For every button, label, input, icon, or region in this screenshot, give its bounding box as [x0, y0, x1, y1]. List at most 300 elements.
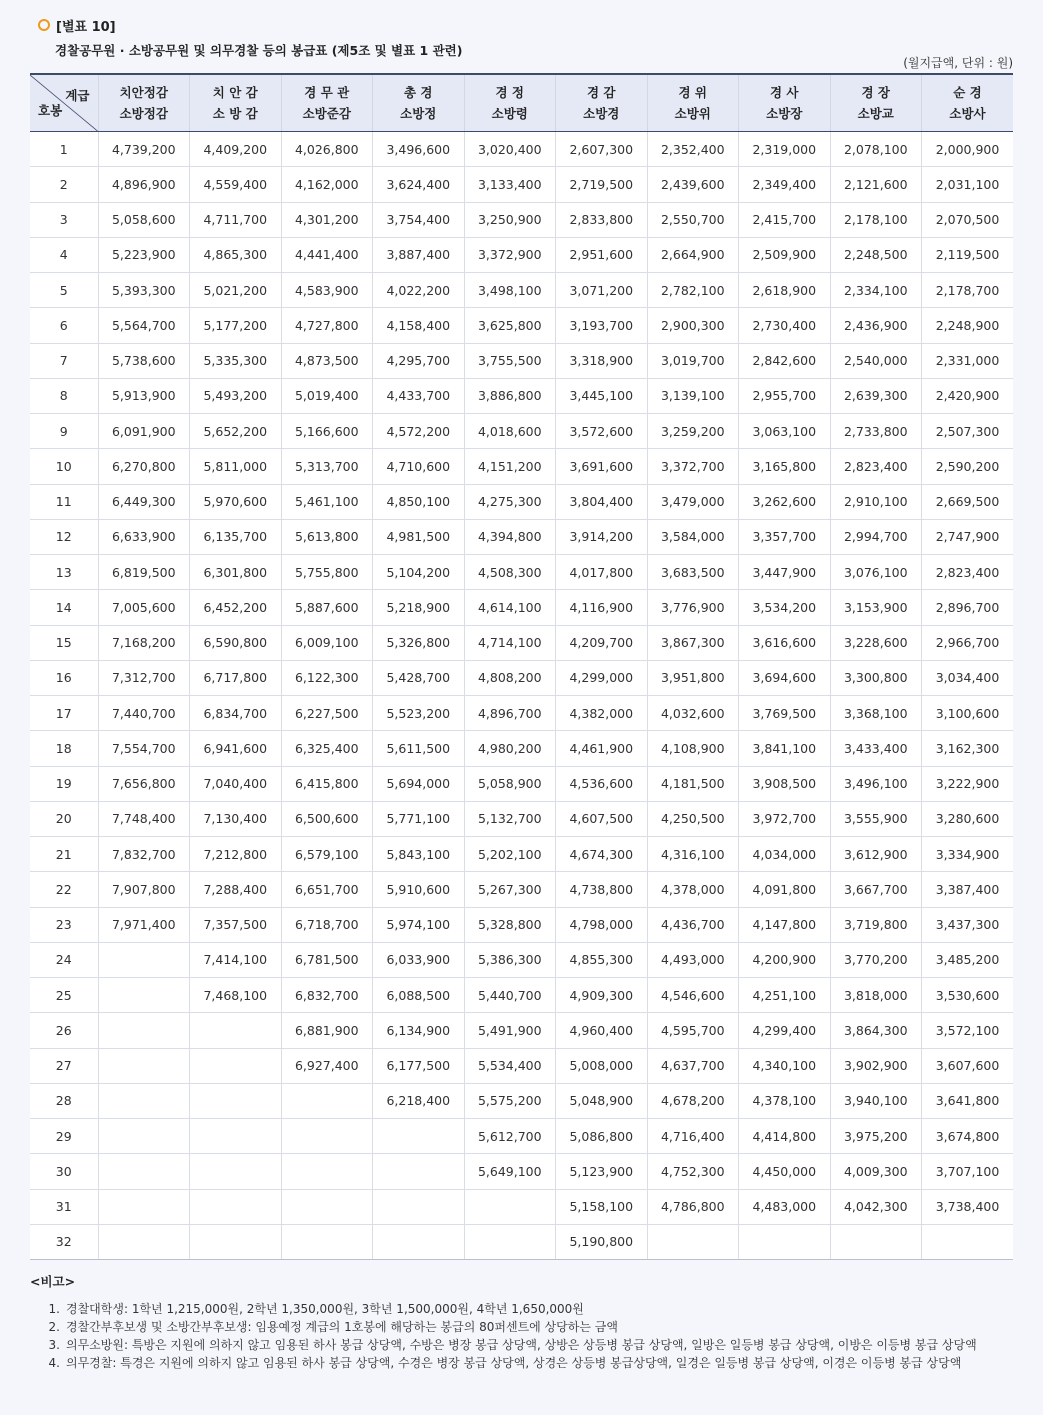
salary-cell: 3,607,600 [922, 1048, 1014, 1083]
salary-cell: 7,357,500 [190, 907, 282, 942]
salary-cell: 2,669,500 [922, 484, 1014, 519]
salary-cell: 4,275,300 [464, 484, 556, 519]
salary-cell [830, 1224, 922, 1259]
note-text: 경찰간부후보생 및 소방간부후보생: 임용예정 계급의 1호봉에 해당하는 봉급의 80퍼센트에 상당하는 금액 [66, 1320, 618, 1334]
salary-cell [190, 1119, 282, 1154]
step-cell: 12 [30, 519, 98, 554]
salary-cell: 7,130,400 [190, 801, 282, 836]
table-row [30, 696, 1013, 731]
salary-cell: 2,121,600 [830, 167, 922, 202]
salary-cell: 2,550,700 [647, 202, 739, 237]
table-row [30, 343, 1013, 378]
note-number: 2. [48, 1320, 60, 1334]
salary-cell: 3,357,700 [739, 519, 831, 554]
salary-cell: 3,738,400 [922, 1189, 1014, 1224]
salary-cell: 5,811,000 [190, 449, 282, 484]
fire-rank: 소방위 [674, 106, 711, 121]
salary-cell: 3,485,200 [922, 942, 1014, 977]
salary-cell: 7,168,200 [98, 625, 190, 660]
salary-cell: 4,595,700 [647, 1013, 739, 1048]
salary-cell: 3,902,900 [830, 1048, 922, 1083]
salary-cell [281, 1083, 373, 1118]
salary-cell: 4,316,100 [647, 837, 739, 872]
salary-cell: 4,727,800 [281, 308, 373, 343]
salary-cell: 6,819,500 [98, 555, 190, 590]
note-number: 4. [48, 1356, 60, 1370]
salary-cell: 3,625,800 [464, 308, 556, 343]
salary-cell: 4,607,500 [556, 801, 648, 836]
salary-cell: 3,133,400 [464, 167, 556, 202]
salary-cell: 3,139,100 [647, 378, 739, 413]
salary-cell: 3,612,900 [830, 837, 922, 872]
salary-cell: 7,440,700 [98, 696, 190, 731]
salary-cell: 6,218,400 [373, 1083, 465, 1118]
step-cell: 15 [30, 625, 98, 660]
police-rank: 치 안 감 [212, 85, 258, 100]
police-rank: 경 무 관 [304, 85, 350, 100]
salary-cell: 3,572,600 [556, 414, 648, 449]
step-cell: 24 [30, 942, 98, 977]
step-cell: 21 [30, 837, 98, 872]
salary-cell: 4,873,500 [281, 343, 373, 378]
salary-cell: 4,786,800 [647, 1189, 739, 1224]
salary-cell: 4,714,100 [464, 625, 556, 660]
salary-cell: 4,808,200 [464, 660, 556, 695]
step-cell: 23 [30, 907, 98, 942]
salary-cell: 5,694,000 [373, 766, 465, 801]
salary-cell: 3,076,100 [830, 555, 922, 590]
table-row [30, 1224, 1013, 1259]
table-row [30, 625, 1013, 660]
salary-cell: 5,887,600 [281, 590, 373, 625]
table-row [30, 731, 1013, 766]
column-header [190, 74, 282, 132]
salary-cell: 6,633,900 [98, 519, 190, 554]
salary-cell: 2,248,500 [830, 237, 922, 272]
salary-cell [922, 1224, 1014, 1259]
salary-cell: 6,590,800 [190, 625, 282, 660]
salary-table [30, 73, 1013, 1260]
salary-cell: 5,008,000 [556, 1048, 648, 1083]
salary-cell: 2,507,300 [922, 414, 1014, 449]
fire-rank: 소방경 [583, 106, 620, 121]
salary-cell: 3,719,800 [830, 907, 922, 942]
step-cell: 8 [30, 378, 98, 413]
salary-cell: 2,070,500 [922, 202, 1014, 237]
table-row [30, 872, 1013, 907]
salary-cell: 4,450,000 [739, 1154, 831, 1189]
salary-cell: 4,200,900 [739, 942, 831, 977]
table-row [30, 1083, 1013, 1118]
salary-cell [464, 1224, 556, 1259]
salary-cell: 6,177,500 [373, 1048, 465, 1083]
salary-cell: 4,493,000 [647, 942, 739, 977]
table-header-row [30, 74, 1013, 132]
salary-cell: 3,259,200 [647, 414, 739, 449]
salary-cell: 4,042,300 [830, 1189, 922, 1224]
salary-cell: 5,021,200 [190, 273, 282, 308]
salary-cell: 6,033,900 [373, 942, 465, 977]
salary-cell: 5,611,500 [373, 731, 465, 766]
salary-cell [98, 1048, 190, 1083]
salary-cell: 4,441,400 [281, 237, 373, 272]
salary-cell: 4,091,800 [739, 872, 831, 907]
salary-cell: 7,312,700 [98, 660, 190, 695]
salary-cell: 3,886,800 [464, 378, 556, 413]
salary-cell: 4,980,200 [464, 731, 556, 766]
salary-cell [190, 1189, 282, 1224]
step-cell: 17 [30, 696, 98, 731]
salary-cell: 6,927,400 [281, 1048, 373, 1083]
salary-cell: 4,674,300 [556, 837, 648, 872]
salary-cell: 3,804,400 [556, 484, 648, 519]
salary-cell: 4,865,300 [190, 237, 282, 272]
table-row [30, 273, 1013, 308]
salary-cell: 4,151,200 [464, 449, 556, 484]
salary-cell [190, 1083, 282, 1118]
salary-cell: 3,908,500 [739, 766, 831, 801]
salary-cell: 4,546,600 [647, 978, 739, 1013]
salary-cell: 3,071,200 [556, 273, 648, 308]
table-row [30, 590, 1013, 625]
salary-cell: 6,579,100 [281, 837, 373, 872]
salary-cell: 3,020,400 [464, 132, 556, 167]
salary-cell: 2,607,300 [556, 132, 648, 167]
salary-cell: 2,420,900 [922, 378, 1014, 413]
column-header [98, 74, 190, 132]
salary-cell: 5,428,700 [373, 660, 465, 695]
police-rank: 치안정감 [119, 85, 168, 100]
salary-cell: 5,223,900 [98, 237, 190, 272]
salary-cell: 5,058,600 [98, 202, 190, 237]
salary-cell [98, 1013, 190, 1048]
salary-cell: 2,910,100 [830, 484, 922, 519]
salary-cell: 2,436,900 [830, 308, 922, 343]
salary-cell: 4,378,000 [647, 872, 739, 907]
column-header [464, 74, 556, 132]
step-cell: 3 [30, 202, 98, 237]
salary-cell: 4,340,100 [739, 1048, 831, 1083]
appendix-label: [별표 10] [56, 20, 116, 35]
salary-cell: 5,843,100 [373, 837, 465, 872]
salary-cell: 3,914,200 [556, 519, 648, 554]
note-text: 의무경찰: 특경은 지원에 의하지 않고 임용된 하사 봉급 상당액, 수경은 병장 봉급 상당액, 상경은 상등병 봉급상당액, 일경은 일등병 봉급 상당액, 이경은 이등병 봉급 상당액 [66, 1356, 962, 1370]
salary-cell: 3,707,100 [922, 1154, 1014, 1189]
salary-cell: 5,738,600 [98, 343, 190, 378]
column-header [922, 74, 1014, 132]
salary-cell: 5,913,900 [98, 378, 190, 413]
salary-cell: 2,248,900 [922, 308, 1014, 343]
salary-cell: 6,134,900 [373, 1013, 465, 1048]
fire-rank: 소방교 [857, 106, 894, 121]
salary-cell: 4,716,400 [647, 1119, 739, 1154]
police-rank: 경 위 [678, 85, 707, 100]
salary-cell: 7,907,800 [98, 872, 190, 907]
salary-cell [98, 1224, 190, 1259]
header [38, 15, 462, 59]
salary-cell: 3,193,700 [556, 308, 648, 343]
unit-note: (월지급액, 단위 : 원) [903, 56, 1013, 70]
column-header [373, 74, 465, 132]
salary-cell: 6,500,600 [281, 801, 373, 836]
note-number: 1. [48, 1302, 60, 1316]
salary-cell: 2,331,000 [922, 343, 1014, 378]
salary-cell: 4,414,800 [739, 1119, 831, 1154]
salary-cell: 4,850,100 [373, 484, 465, 519]
salary-cell: 4,960,400 [556, 1013, 648, 1048]
salary-cell: 5,177,200 [190, 308, 282, 343]
salary-cell: 6,717,800 [190, 660, 282, 695]
step-cell: 29 [30, 1119, 98, 1154]
salary-cell: 3,100,600 [922, 696, 1014, 731]
salary-cell: 5,755,800 [281, 555, 373, 590]
salary-cell: 5,493,200 [190, 378, 282, 413]
salary-cell: 2,823,400 [922, 555, 1014, 590]
fire-rank: 소방령 [491, 106, 528, 121]
salary-cell: 2,178,100 [830, 202, 922, 237]
salary-cell: 5,575,200 [464, 1083, 556, 1118]
salary-cell: 4,583,900 [281, 273, 373, 308]
note-item [30, 1336, 1030, 1354]
corner-header [30, 74, 98, 132]
salary-cell: 5,970,600 [190, 484, 282, 519]
salary-cell: 5,771,100 [373, 801, 465, 836]
salary-cell: 4,738,800 [556, 872, 648, 907]
salary-cell: 4,739,200 [98, 132, 190, 167]
salary-cell: 7,832,700 [98, 837, 190, 872]
step-cell: 2 [30, 167, 98, 202]
salary-cell: 6,449,300 [98, 484, 190, 519]
fire-rank: 소방장 [766, 106, 803, 121]
step-label: 호봉 [38, 103, 63, 118]
table-body [30, 132, 1013, 1260]
salary-cell: 4,752,300 [647, 1154, 739, 1189]
salary-cell: 4,409,200 [190, 132, 282, 167]
salary-cell: 2,842,600 [739, 343, 831, 378]
salary-cell [464, 1189, 556, 1224]
salary-cell [647, 1224, 739, 1259]
salary-cell: 2,509,900 [739, 237, 831, 272]
salary-cell: 3,063,100 [739, 414, 831, 449]
step-cell: 22 [30, 872, 98, 907]
salary-cell: 6,415,800 [281, 766, 373, 801]
police-rank: 경 장 [861, 85, 890, 100]
salary-cell [281, 1224, 373, 1259]
salary-cell: 4,250,500 [647, 801, 739, 836]
salary-cell: 3,770,200 [830, 942, 922, 977]
step-cell: 5 [30, 273, 98, 308]
step-cell: 19 [30, 766, 98, 801]
salary-cell: 3,262,600 [739, 484, 831, 519]
salary-cell: 3,534,200 [739, 590, 831, 625]
salary-cell: 2,994,700 [830, 519, 922, 554]
salary-cell: 4,295,700 [373, 343, 465, 378]
salary-cell: 4,034,000 [739, 837, 831, 872]
salary-cell: 2,955,700 [739, 378, 831, 413]
step-cell: 25 [30, 978, 98, 1013]
salary-cell: 3,887,400 [373, 237, 465, 272]
salary-cell: 3,165,800 [739, 449, 831, 484]
salary-cell: 4,022,200 [373, 273, 465, 308]
bullet-circle-icon [38, 19, 50, 31]
salary-cell: 5,393,300 [98, 273, 190, 308]
table-row [30, 414, 1013, 449]
salary-cell: 2,896,700 [922, 590, 1014, 625]
salary-cell: 5,132,700 [464, 801, 556, 836]
salary-cell: 2,031,100 [922, 167, 1014, 202]
document-title: 경찰공무원 · 소방공무원 및 의무경찰 등의 봉급표 (제5조 및 별표 1 관련) [55, 43, 463, 58]
table-row [30, 167, 1013, 202]
salary-cell: 5,612,700 [464, 1119, 556, 1154]
salary-cell: 3,300,800 [830, 660, 922, 695]
salary-cell: 2,719,500 [556, 167, 648, 202]
salary-cell: 3,372,700 [647, 449, 739, 484]
salary-cell: 3,433,400 [830, 731, 922, 766]
salary-cell: 6,325,400 [281, 731, 373, 766]
salary-cell: 4,637,700 [647, 1048, 739, 1083]
salary-cell: 5,190,800 [556, 1224, 648, 1259]
salary-cell: 3,368,100 [830, 696, 922, 731]
salary-cell [739, 1224, 831, 1259]
salary-cell: 7,288,400 [190, 872, 282, 907]
step-cell: 1 [30, 132, 98, 167]
salary-cell: 7,554,700 [98, 731, 190, 766]
note-item [30, 1318, 1030, 1336]
police-rank: 총 경 [403, 85, 433, 100]
salary-cell: 5,313,700 [281, 449, 373, 484]
salary-cell: 3,975,200 [830, 1119, 922, 1154]
note-text: 경찰대학생: 1학년 1,215,000원, 2학년 1,350,000원, 3학년 1,500,000원, 4학년 1,650,000원 [66, 1302, 584, 1316]
step-cell: 26 [30, 1013, 98, 1048]
salary-cell: 3,683,500 [647, 555, 739, 590]
salary-cell: 4,436,700 [647, 907, 739, 942]
salary-cell: 3,318,900 [556, 343, 648, 378]
step-cell: 27 [30, 1048, 98, 1083]
salary-cell: 5,440,700 [464, 978, 556, 1013]
salary-cell: 3,624,400 [373, 167, 465, 202]
salary-cell: 2,319,000 [739, 132, 831, 167]
table-row [30, 978, 1013, 1013]
table-row [30, 1119, 1013, 1154]
salary-cell: 5,974,100 [373, 907, 465, 942]
salary-cell: 2,664,900 [647, 237, 739, 272]
salary-cell: 3,674,800 [922, 1119, 1014, 1154]
step-cell: 20 [30, 801, 98, 836]
salary-cell: 5,328,800 [464, 907, 556, 942]
salary-cell: 4,209,700 [556, 625, 648, 660]
salary-cell: 2,733,800 [830, 414, 922, 449]
salary-cell: 5,166,600 [281, 414, 373, 449]
salary-cell: 2,639,300 [830, 378, 922, 413]
salary-cell: 4,710,600 [373, 449, 465, 484]
salary-cell [281, 1119, 373, 1154]
table-row [30, 837, 1013, 872]
salary-cell: 6,088,500 [373, 978, 465, 1013]
salary-cell: 7,005,600 [98, 590, 190, 625]
note-number: 3. [48, 1338, 60, 1352]
salary-cell: 4,559,400 [190, 167, 282, 202]
salary-cell [190, 1013, 282, 1048]
fire-rank: 소 방 감 [212, 106, 258, 121]
table-row [30, 1154, 1013, 1189]
salary-cell: 5,267,300 [464, 872, 556, 907]
salary-cell: 5,613,800 [281, 519, 373, 554]
salary-cell: 3,641,800 [922, 1083, 1014, 1118]
salary-cell: 3,250,900 [464, 202, 556, 237]
salary-cell [98, 978, 190, 1013]
salary-cell: 2,078,100 [830, 132, 922, 167]
salary-cell: 4,678,200 [647, 1083, 739, 1118]
salary-cell: 5,048,900 [556, 1083, 648, 1118]
salary-cell: 5,335,300 [190, 343, 282, 378]
salary-cell: 3,691,600 [556, 449, 648, 484]
table-row [30, 942, 1013, 977]
salary-cell: 2,439,600 [647, 167, 739, 202]
table-row [30, 766, 1013, 801]
salary-cell: 5,461,100 [281, 484, 373, 519]
salary-cell: 5,202,100 [464, 837, 556, 872]
fire-rank: 소방정감 [119, 106, 168, 121]
note-text: 의무소방원: 특방은 지원에 의하지 않고 임용된 하사 봉급 상당액, 수방은 병장 봉급 상당액, 상방은 상등병 봉급 상당액, 일방은 일등병 봉급 상당액, 이방은 이등병 봉급 상당액 [66, 1338, 977, 1352]
salary-cell: 4,032,600 [647, 696, 739, 731]
salary-cell: 2,352,400 [647, 132, 739, 167]
table-row [30, 378, 1013, 413]
salary-cell: 6,834,700 [190, 696, 282, 731]
police-rank: 경 감 [586, 85, 616, 100]
salary-cell [281, 1154, 373, 1189]
salary-cell: 3,972,700 [739, 801, 831, 836]
salary-cell: 7,656,800 [98, 766, 190, 801]
salary-cell: 5,910,600 [373, 872, 465, 907]
salary-cell: 3,864,300 [830, 1013, 922, 1048]
salary-cell: 3,228,600 [830, 625, 922, 660]
salary-cell: 4,909,300 [556, 978, 648, 1013]
salary-cell: 4,147,800 [739, 907, 831, 942]
note-item [30, 1300, 1030, 1318]
salary-cell: 2,823,400 [830, 449, 922, 484]
rank-label: 계급 [65, 88, 90, 103]
step-cell: 9 [30, 414, 98, 449]
table-row [30, 1013, 1013, 1048]
salary-cell: 2,334,100 [830, 273, 922, 308]
salary-cell [373, 1119, 465, 1154]
salary-cell [98, 1189, 190, 1224]
salary-cell: 4,614,100 [464, 590, 556, 625]
salary-cell: 3,498,100 [464, 273, 556, 308]
salary-cell: 3,754,400 [373, 202, 465, 237]
salary-cell: 4,158,400 [373, 308, 465, 343]
salary-cell: 7,212,800 [190, 837, 282, 872]
salary-cell: 5,104,200 [373, 555, 465, 590]
fire-rank: 소방정 [400, 106, 437, 121]
salary-cell: 3,479,000 [647, 484, 739, 519]
salary-cell [98, 1154, 190, 1189]
salary-cell: 4,378,100 [739, 1083, 831, 1118]
step-cell: 13 [30, 555, 98, 590]
salary-cell: 6,091,900 [98, 414, 190, 449]
salary-cell: 3,496,100 [830, 766, 922, 801]
salary-cell: 6,135,700 [190, 519, 282, 554]
salary-cell: 6,781,500 [281, 942, 373, 977]
salary-cell [281, 1189, 373, 1224]
salary-cell: 3,555,900 [830, 801, 922, 836]
salary-cell: 6,651,700 [281, 872, 373, 907]
salary-cell [190, 1224, 282, 1259]
salary-cell [98, 942, 190, 977]
salary-cell: 4,009,300 [830, 1154, 922, 1189]
salary-cell: 3,584,000 [647, 519, 739, 554]
salary-cell: 3,769,500 [739, 696, 831, 731]
